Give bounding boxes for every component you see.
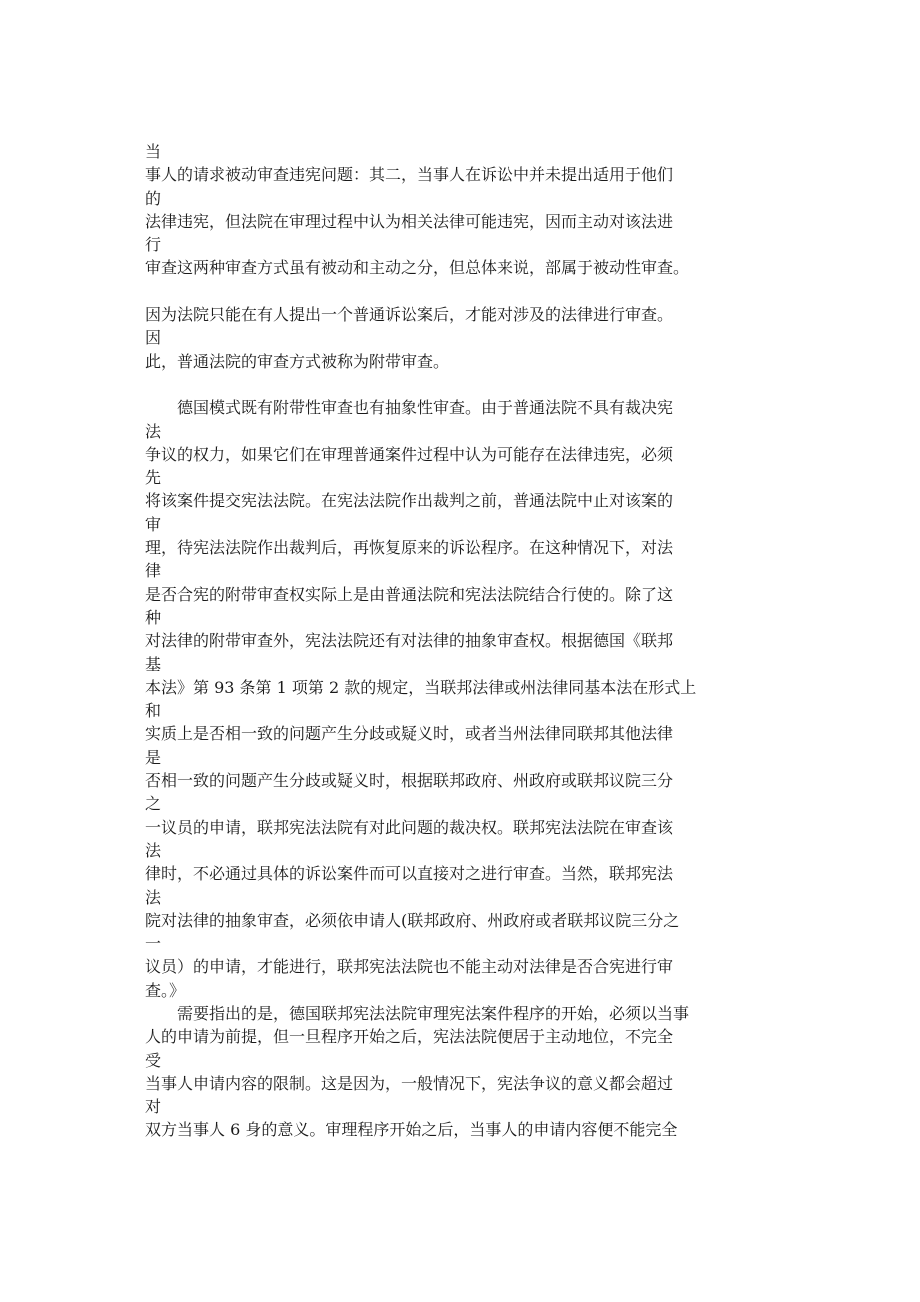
text-line: 人的申请为前提，但一旦程序开始之后，宪法法院便居于主动地位，不完全 — [145, 1027, 674, 1047]
text-line: 对法律的附带审查外，宪法法院还有对法律的抽象审查权。根据德国《联邦 — [145, 631, 674, 651]
text-line: 律时，不必通过具体的诉讼案件而可以直接对之进行审查。当然，联邦宪法 — [145, 864, 674, 884]
text-line: 受 — [145, 1050, 162, 1070]
text-line: 因为法院只能在有人提出一个普通诉讼案后，才能对涉及的法律进行审查。 — [145, 305, 674, 325]
paragraph-gap — [145, 373, 765, 396]
text-line: 的 — [145, 188, 162, 208]
text-line: 是否合宪的附带审查权实际上是由普通法院和宪法法院结合行使的。除了这 — [145, 584, 674, 604]
text-line: 一议员的申请，联邦宪法法院有对此问题的裁决权。联邦宪法法院在审查该 — [145, 817, 674, 837]
document-body — [145, 140, 765, 1142]
paragraph-gap — [145, 280, 765, 303]
text-line: 和 — [145, 701, 162, 721]
text-line: 审查这两种审查方式虽有被动和主动之分，但总体来说，部属于被动性审查。 — [145, 258, 690, 278]
text-line: 议员）的申请，才能进行，联邦宪法法院也不能主动对法律是否合宪进行审 — [145, 957, 674, 977]
text-line: 一 — [145, 934, 162, 954]
text-line: 因 — [145, 328, 162, 348]
text-line: 本法》第 93 条第 1 项第 2 款的规定，当联邦法律或州法律同基本法在形式上 — [145, 677, 697, 697]
text-line: 法 — [145, 887, 162, 907]
text-line: 理，待宪法法院作出裁判后，再恢复原来的诉讼程序。在这种情况下，对法 — [145, 538, 674, 558]
text-line: 争议的权力，如果它们在审理普通案件过程中认为可能存在法律违宪，必须 — [145, 444, 674, 464]
text-line: 种 — [145, 607, 162, 627]
text-line: 先 — [145, 468, 162, 488]
text-line: 行 — [145, 235, 162, 255]
text-line: 院对法律的抽象审查，必须依申请人(联邦政府、州政府或者联邦议院三分之 — [145, 910, 680, 930]
text-line: 审 — [145, 514, 162, 534]
text-line: 基 — [145, 654, 162, 674]
text-line: 实质上是否相一致的问题产生分歧或疑义时，或者当州法律同联邦其他法律 — [145, 724, 674, 744]
text-line: 德国模式既有附带性审查也有抽象性审查。由于普通法院不具有裁决宪 — [145, 398, 674, 418]
text-line: 事人的请求被动审查违宪问题：其二，当事人在诉讼中并未提出适用于他们 — [145, 165, 674, 185]
text-line: 法 — [145, 421, 162, 441]
text-line: 当 — [145, 142, 162, 161]
text-line: 双方当事人 6 身的意义。审理程序开始之后，当事人的申请内容便不能完全 — [145, 1120, 678, 1140]
text-line: 将该案件提交宪法法院。在宪法法院作出裁判之前，普通法院中止对该案的 — [145, 491, 674, 511]
text-line: 当事人申请内容的限制。这是因为，一般情况下，宪法争议的意义都会超过 — [145, 1073, 674, 1093]
text-line: 之 — [145, 794, 162, 814]
text-line: 是 — [145, 747, 162, 767]
text-line: 需要指出的是，德国联邦宪法法院审理宪法案件程序的开始，必须以当事 — [145, 1003, 690, 1023]
text-line: 法 — [145, 840, 162, 860]
text-line: 对 — [145, 1097, 162, 1117]
text-line: 法律违宪，但法院在审理过程中认为相关法律可能违宪，因而主动对该法进 — [145, 211, 674, 231]
text-line: 律 — [145, 561, 162, 581]
text-line: 否相一致的问题产生分歧或疑义时，根据联邦政府、州政府或联邦议院三分 — [145, 771, 674, 791]
text-line: 此，普通法院的审查方式被称为附带审查。 — [145, 351, 450, 371]
text-line: 查。》 — [145, 980, 186, 1000]
